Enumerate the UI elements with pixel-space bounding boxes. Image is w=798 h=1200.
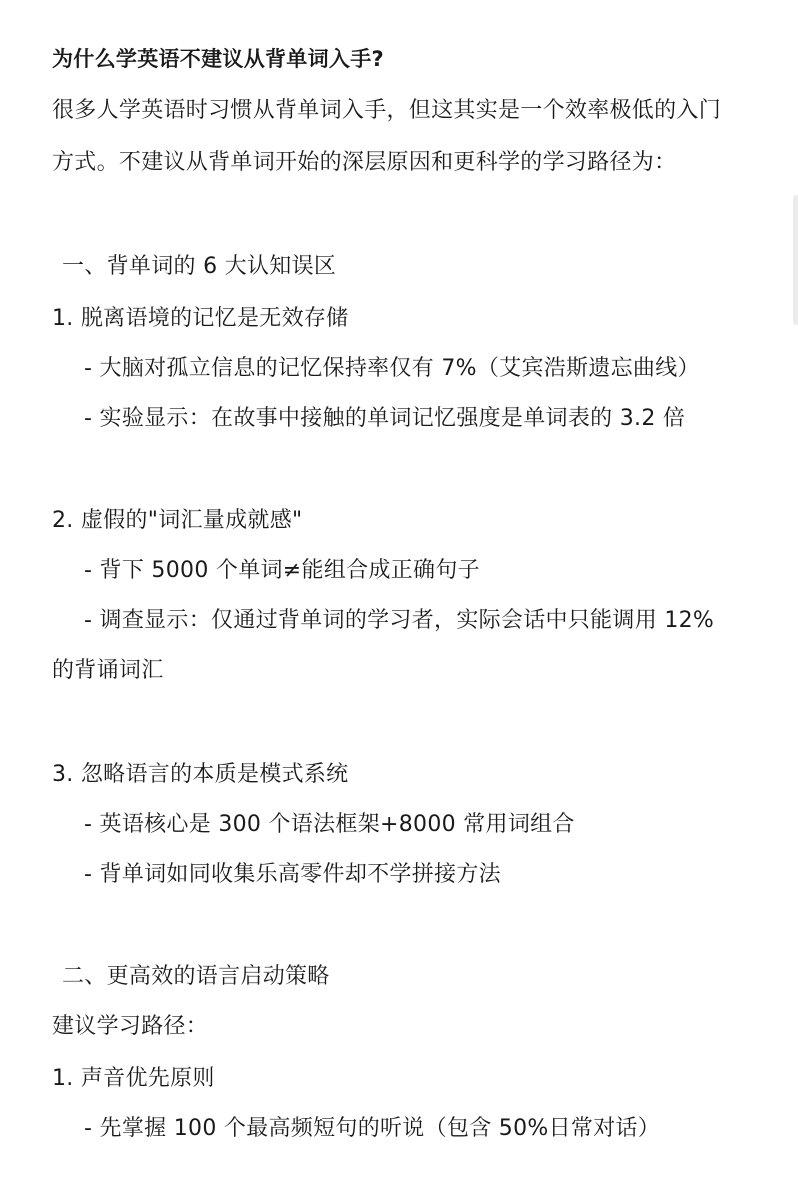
scrollbar-handle[interactable] bbox=[793, 195, 798, 325]
list-item-bullet: - 英语核心是 300 个语法框架+8000 常用词组合 bbox=[84, 812, 575, 837]
list-item-bullet-continuation: 的背诵词汇 bbox=[52, 658, 164, 683]
list-item-bullet: - 实验显示：在故事中接触的单词记忆强度是单词表的 3.2 倍 bbox=[84, 406, 686, 431]
list-item-title: 1. 脱离语境的记忆是无效存储 bbox=[52, 306, 349, 331]
document-title: 为什么学英语不建议从背单词入手? bbox=[52, 47, 384, 71]
section-heading-misconceptions: 一、背单词的 6 大认知误区 bbox=[62, 254, 337, 279]
section-subheading: 建议学习路径： bbox=[52, 1014, 209, 1039]
list-item-bullet: - 调查显示：仅通过背单词的学习者，实际会话中只能调用 12% bbox=[84, 608, 715, 633]
list-item-bullet: - 背单词如同收集乐高零件却不学拼接方法 bbox=[84, 862, 501, 887]
list-item-bullet: - 先掌握 100 个最高频短句的听说（包含 50%日常对话） bbox=[84, 1116, 661, 1141]
list-item-bullet: - 背下 5000 个单词≠能组合成正确句子 bbox=[84, 558, 480, 583]
intro-paragraph-line-2: 方式。不建议从背单词开始的深层原因和更科学的学习路径为： bbox=[52, 150, 677, 175]
intro-paragraph-line-1: 很多人学英语时习惯从背单词入手，但这其实是一个效率极低的入门 bbox=[52, 98, 722, 123]
list-item-title: 1. 声音优先原则 bbox=[52, 1066, 215, 1091]
list-item-bullet: - 大脑对孤立信息的记忆保持率仅有 7%（艾宾浩斯遗忘曲线） bbox=[84, 356, 700, 381]
list-item-title: 3. 忽略语言的本质是模式系统 bbox=[52, 762, 349, 787]
list-item-title: 2. 虚假的"词汇量成就感" bbox=[52, 508, 303, 533]
section-heading-strategies: 二、更高效的语言启动策略 bbox=[62, 964, 330, 989]
